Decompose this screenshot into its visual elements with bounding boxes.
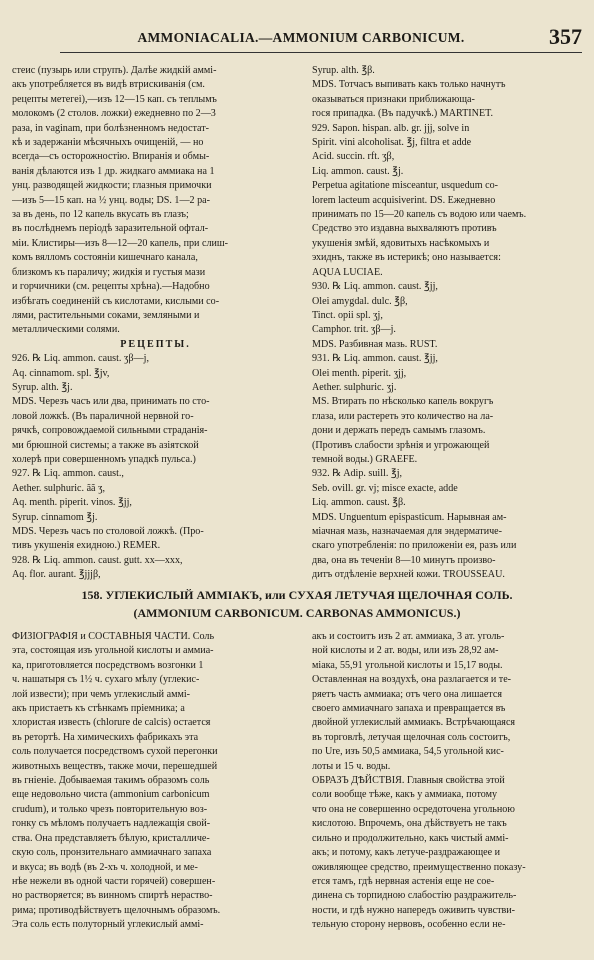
text-line: акъ и состоитъ изъ 2 ат. аммиака, 3 ат. уголь-	[312, 631, 505, 642]
text-line: Средство это издавна выхваляютъ противъ	[312, 223, 497, 235]
text-line: MDS. Разбивная мазь. RUST.	[312, 338, 438, 350]
left-column	[12, 64, 299, 583]
text-line: рима; противодѣйствуетъ щелочнымъ образомъ.	[12, 904, 221, 916]
text-line: 929. Sapon. hispan. alb. gr. jjj, solve in	[312, 122, 470, 134]
text-line: (Противъ слабости зрѣнія и угрожающей	[312, 439, 490, 451]
bottom-right-column	[312, 630, 584, 933]
text-line: молокомъ (2 столов. ложки) ежедневно по 2—3	[12, 108, 216, 120]
text-line: стеис (пузырь или струпъ). Далѣе жидкій аммі-	[12, 65, 217, 76]
text-line: ванія дѣлаются изъ 1 др. жидкаго аммиака на 1	[12, 165, 215, 177]
text-line: принимать по 15—20 капель съ водою или чаемъ.	[312, 209, 527, 221]
text-line: лями, растительными соками, земляными и	[12, 309, 200, 321]
text-line: міака, 55,91 угольной кислоты и 15,17 воды.	[312, 659, 503, 671]
page-number: 357	[549, 24, 582, 49]
text-line: Liq. ammon. caust. ℥β.	[312, 497, 406, 509]
recipe-line: тивъ укушенія ехидною.) REMER.	[12, 540, 161, 552]
text-line: Olei amygdal. dulc. ℥β,	[312, 295, 408, 307]
section-subtitle: (AMMONIUM CARBONICUM. CARBONAS AMMONICUS.)	[133, 606, 461, 620]
text-line: оживляющее средство, преимущественно показу-	[312, 861, 526, 873]
text-line: 932. ℞ Adip. suill. ℥j,	[312, 468, 403, 480]
text-line: еще недовольно чиста (ammonium carbonicum	[12, 789, 210, 801]
text-line: міи. Клистиры—изъ 8—12—20 капель, при слиш-	[12, 237, 229, 249]
text-line: по Ure, изъ 50,5 аммиака, 54,5 угольной кис-	[312, 746, 504, 758]
text-line: кѣ и задержаніи мѣсячныхъ очищеній, — но	[12, 137, 204, 149]
recipe-line: ми брюшной системы; а также въ азіятской	[12, 439, 199, 451]
text-line: дони и держать передъ самымъ глазомъ.	[312, 425, 486, 437]
text-line: ется тамъ, гдѣ нервная астенія еще не сое-	[312, 875, 495, 887]
text-line: ряетъ часть аммиака; отъ чего она лишается	[312, 688, 502, 700]
text-line: оказываться признаки приближающа-	[312, 93, 475, 105]
text-line: гонку съ мѣломъ получаетъ надлежащія свой-	[12, 818, 211, 830]
text-line: лой извести); при чемъ углекислый аммі-	[12, 688, 191, 700]
text-line: нѣе нежели въ одной части горячей) совершен-	[12, 875, 216, 887]
text-line: міачная мазь, назначаемая для эндерматиче-	[312, 526, 503, 537]
running-title: AMMONIACALIA.—AMMONIUM CARBONICUM.	[137, 30, 465, 45]
text-line: тельную сторону нервовъ, особенно если не-	[312, 919, 506, 931]
text-line: въ послѣднемъ періодѣ заразительной офтал-	[12, 223, 209, 235]
recipe-line: Aether. sulphuric. ãã ʒ,	[12, 482, 106, 494]
text-line: Tinct. opii spl. ʒj,	[312, 309, 383, 321]
recipe-line: рячкѣ, сопровождаемой сильными страданія-	[12, 425, 208, 437]
text-line: двойной углекислый аммиакъ. Встрѣчающаяся	[312, 717, 516, 729]
text-line: акъ употребляется въ видѣ втрискиванія (см.	[12, 79, 205, 91]
recipe-line: холерѣ при совершенномъ упадкѣ пульса.)	[12, 453, 196, 465]
text-line: 930. ℞ Liq. ammon. caust. ℥jj,	[312, 281, 438, 293]
recipe-line: Aq. flor. aurant. ℥jjjβ,	[12, 569, 101, 581]
text-line: ной кислоты и 2 ат. воды, или изъ 28,92 ам-	[312, 645, 499, 657]
text-line: хлористая известь (chlorure de calcis) остается	[12, 717, 211, 729]
text-line: соль получается посредствомъ сухой перегонки	[12, 746, 218, 758]
text-line: Camphor. trit. ʒβ—j.	[312, 324, 396, 336]
text-line: lorem lacteum acquisiverint. DS. Ежедневно	[312, 194, 496, 206]
section-title: 158. УГЛЕКИСЛЫЙ АММІАКЪ, или СУХАЯ ЛЕТУЧАЯ ЩЕЛОЧНАЯ СОЛЬ.	[81, 588, 513, 602]
text-line: Оставленная на воздухѣ, она разлагается и те-	[312, 674, 512, 686]
text-line: Perpetua agitatione misceantur, usquedum co-	[312, 180, 498, 192]
text-line: ФИЗІОГРАФІЯ и СОСТАВНЫЯ ЧАСТИ. Соль	[12, 631, 215, 642]
text-line: унц. разводящей жидкости; глазныя примочки	[12, 180, 212, 192]
text-line: MDS. Unguentum epispasticum. Нарывная ам-	[312, 511, 507, 523]
recipe-line: ловой ложкѣ. (Въ параличной нервной го-	[12, 410, 194, 422]
text-line: Aether. sulphuric. ʒj.	[312, 381, 397, 393]
text-line: MS. Втирать по нѣсколько капель вокругъ	[312, 396, 494, 408]
recipe-line: Syrup. alth. ℥j.	[12, 381, 73, 393]
text-line: въ торговлѣ, летучая щелочная соль состоитъ,	[312, 731, 511, 743]
text-line: всегда—съ осторожностію. Впиранія и обмы-	[12, 151, 210, 163]
text-line: лоты и 15 ч. воды.	[312, 760, 391, 772]
text-line: своего аммиачнаго запаха и превращается въ	[312, 703, 506, 715]
text-line: ства. Она представляетъ бѣлую, кристалличе-	[12, 832, 210, 844]
recipe-line: MDS. Черезъ часъ или два, принимать по сто-	[12, 396, 210, 408]
text-line: эхиднъ, также въ истерикѣ; оно называется:	[312, 252, 501, 264]
text-line: Acid. succin. rft. ʒβ,	[312, 151, 395, 163]
text-line: и вкуса; въ водѣ (въ 2-хъ ч. холодной, и ме-	[12, 861, 198, 873]
text-line: и горчичники (см. рецепты хрѣна).—Надобно	[12, 281, 210, 293]
text-line: кислотою. Впрочемъ, она дѣйствуетъ не такъ	[312, 818, 507, 830]
text-line: раза, in vaginam, при болѣзненномъ недостат-	[12, 122, 210, 134]
text-line: животныхъ веществъ, также мочи, перешедшей	[12, 760, 218, 772]
text-line: что она не совершенно осредоточена угольною	[312, 803, 515, 815]
right-column	[312, 64, 584, 583]
bottom-left-column	[12, 630, 299, 933]
text-line: Spirit. vini alcoholisat. ℥j, filtra et adde	[312, 137, 472, 149]
text-line: въ ретортѣ. На химическихъ фабрикахъ эта	[12, 731, 199, 743]
recipe-line: MDS. Черезъ часъ по столовой ложкѣ. (Про-	[12, 526, 204, 537]
text-line: гося припадка. (Въ падучкѣ.) MARTINET.	[312, 108, 494, 120]
recipe-line: 927. ℞ Liq. ammon. caust.,	[12, 468, 124, 480]
text-line: акъ пристаетъ къ стѣнкамъ пріемника; а	[12, 703, 185, 715]
recipe-line: 926. ℞ Liq. ammon. caust. ʒβ—j,	[12, 353, 149, 365]
text-line: близкомъ къ параличу; жидкія и густыя мази	[12, 266, 206, 278]
text-line: глаза, или растереть это количество на ла-	[312, 410, 494, 422]
text-line: соли вообще тѣже, какъ у аммиака, потому	[312, 789, 498, 801]
text-line: —изъ 5—15 кап. на ½ унц. воды; DS. 1—2 ра-	[12, 194, 211, 206]
text-line: темной воды.) GRAEFE.	[312, 453, 418, 465]
text-line: комъ вялломъ состояніи кишечнаго канала,	[12, 252, 198, 264]
text-line: эта, состоящая изъ угольной кислоты и аммиа-	[12, 645, 214, 657]
text-line: MDS. Тотчасъ выпивать какъ только начнутъ	[312, 79, 506, 91]
text-line: скаго употребленія: по приложеніи ея, разъ или	[312, 540, 517, 552]
recipe-line: Aq. menth. piperit. vinos. ℥jj,	[12, 497, 132, 509]
text-line: ч. нашатыря съ 1½ ч. сухаго мѣлу (углекис-	[12, 674, 200, 686]
text-line: сильно и продолжительно, какъ чистый аммі-	[312, 832, 509, 844]
text-line: рецепты метегеі),—изъ 12—15 кап. съ теплымъ	[12, 93, 217, 105]
text-line: за въ день, по 12 капель вкусать въ глазъ;	[12, 209, 189, 221]
text-line: два, она въ теченіи 8—10 минутъ произво-	[312, 554, 496, 566]
text-line: Эта соль есть полуторный углекислый аммі-	[12, 919, 204, 931]
text-line: Liq. ammon. caust. ℥j.	[312, 165, 404, 177]
text-line: ка, приготовляется посредствомъ возгонки 1	[12, 659, 204, 671]
text-line: AQUA LUCIAE.	[312, 266, 383, 278]
text-line: crudum), и только чрезъ повторительную воз-	[12, 803, 208, 815]
recipe-line: 928. ℞ Liq. ammon. caust. gutt. xx—xxx,	[12, 554, 183, 566]
text-line: Syrup. alth. ℥β.	[312, 65, 375, 76]
text-line: Seb. ovill. gr. vj; misce exacte, adde	[312, 482, 458, 494]
text-line: дитъ отдѣленіе верхней кожи. TROUSSEAU.	[312, 569, 505, 581]
text-line: но растворяется; въ винномъ спиртѣ нераство-	[12, 890, 213, 902]
page-header	[60, 24, 582, 53]
text-line: избѣгать соединеній съ кислотами, кислыми со-	[12, 295, 220, 307]
text-line: въ гніеніе. Добываемая такимъ образомъ соль	[12, 775, 210, 787]
text-line: скую соль, пронзительнаго аммиачнаго запаха	[12, 847, 212, 859]
text-line: металлическими солями.	[12, 324, 120, 336]
recipe-line: Aq. cinnamom. spl. ℥jv,	[12, 367, 110, 379]
text-line: ности, и гдѣ нужно напередъ оживить чувстви-	[312, 904, 516, 916]
text-line: 931. ℞ Liq. ammon. caust. ℥jj,	[312, 353, 438, 365]
recipe-line: Syrup. cinnamom ℥j.	[12, 511, 98, 523]
text-line: акъ; и потому, какъ летуче-раздражающее и	[312, 847, 501, 859]
text-line: ОБРАЗЪ ДѢЙСТВІЯ. Главныя свойства этой	[312, 775, 505, 787]
text-line: Olei menth. piperit. ʒjj,	[312, 367, 407, 379]
recipes-heading: РЕЦЕПТЫ.	[120, 338, 191, 350]
text-line: укушенія змѣй, ядовитыхъ насѣкомыхъ и	[312, 237, 490, 249]
text-line: динена съ торпидною слабостію раздражитель-	[312, 890, 517, 902]
